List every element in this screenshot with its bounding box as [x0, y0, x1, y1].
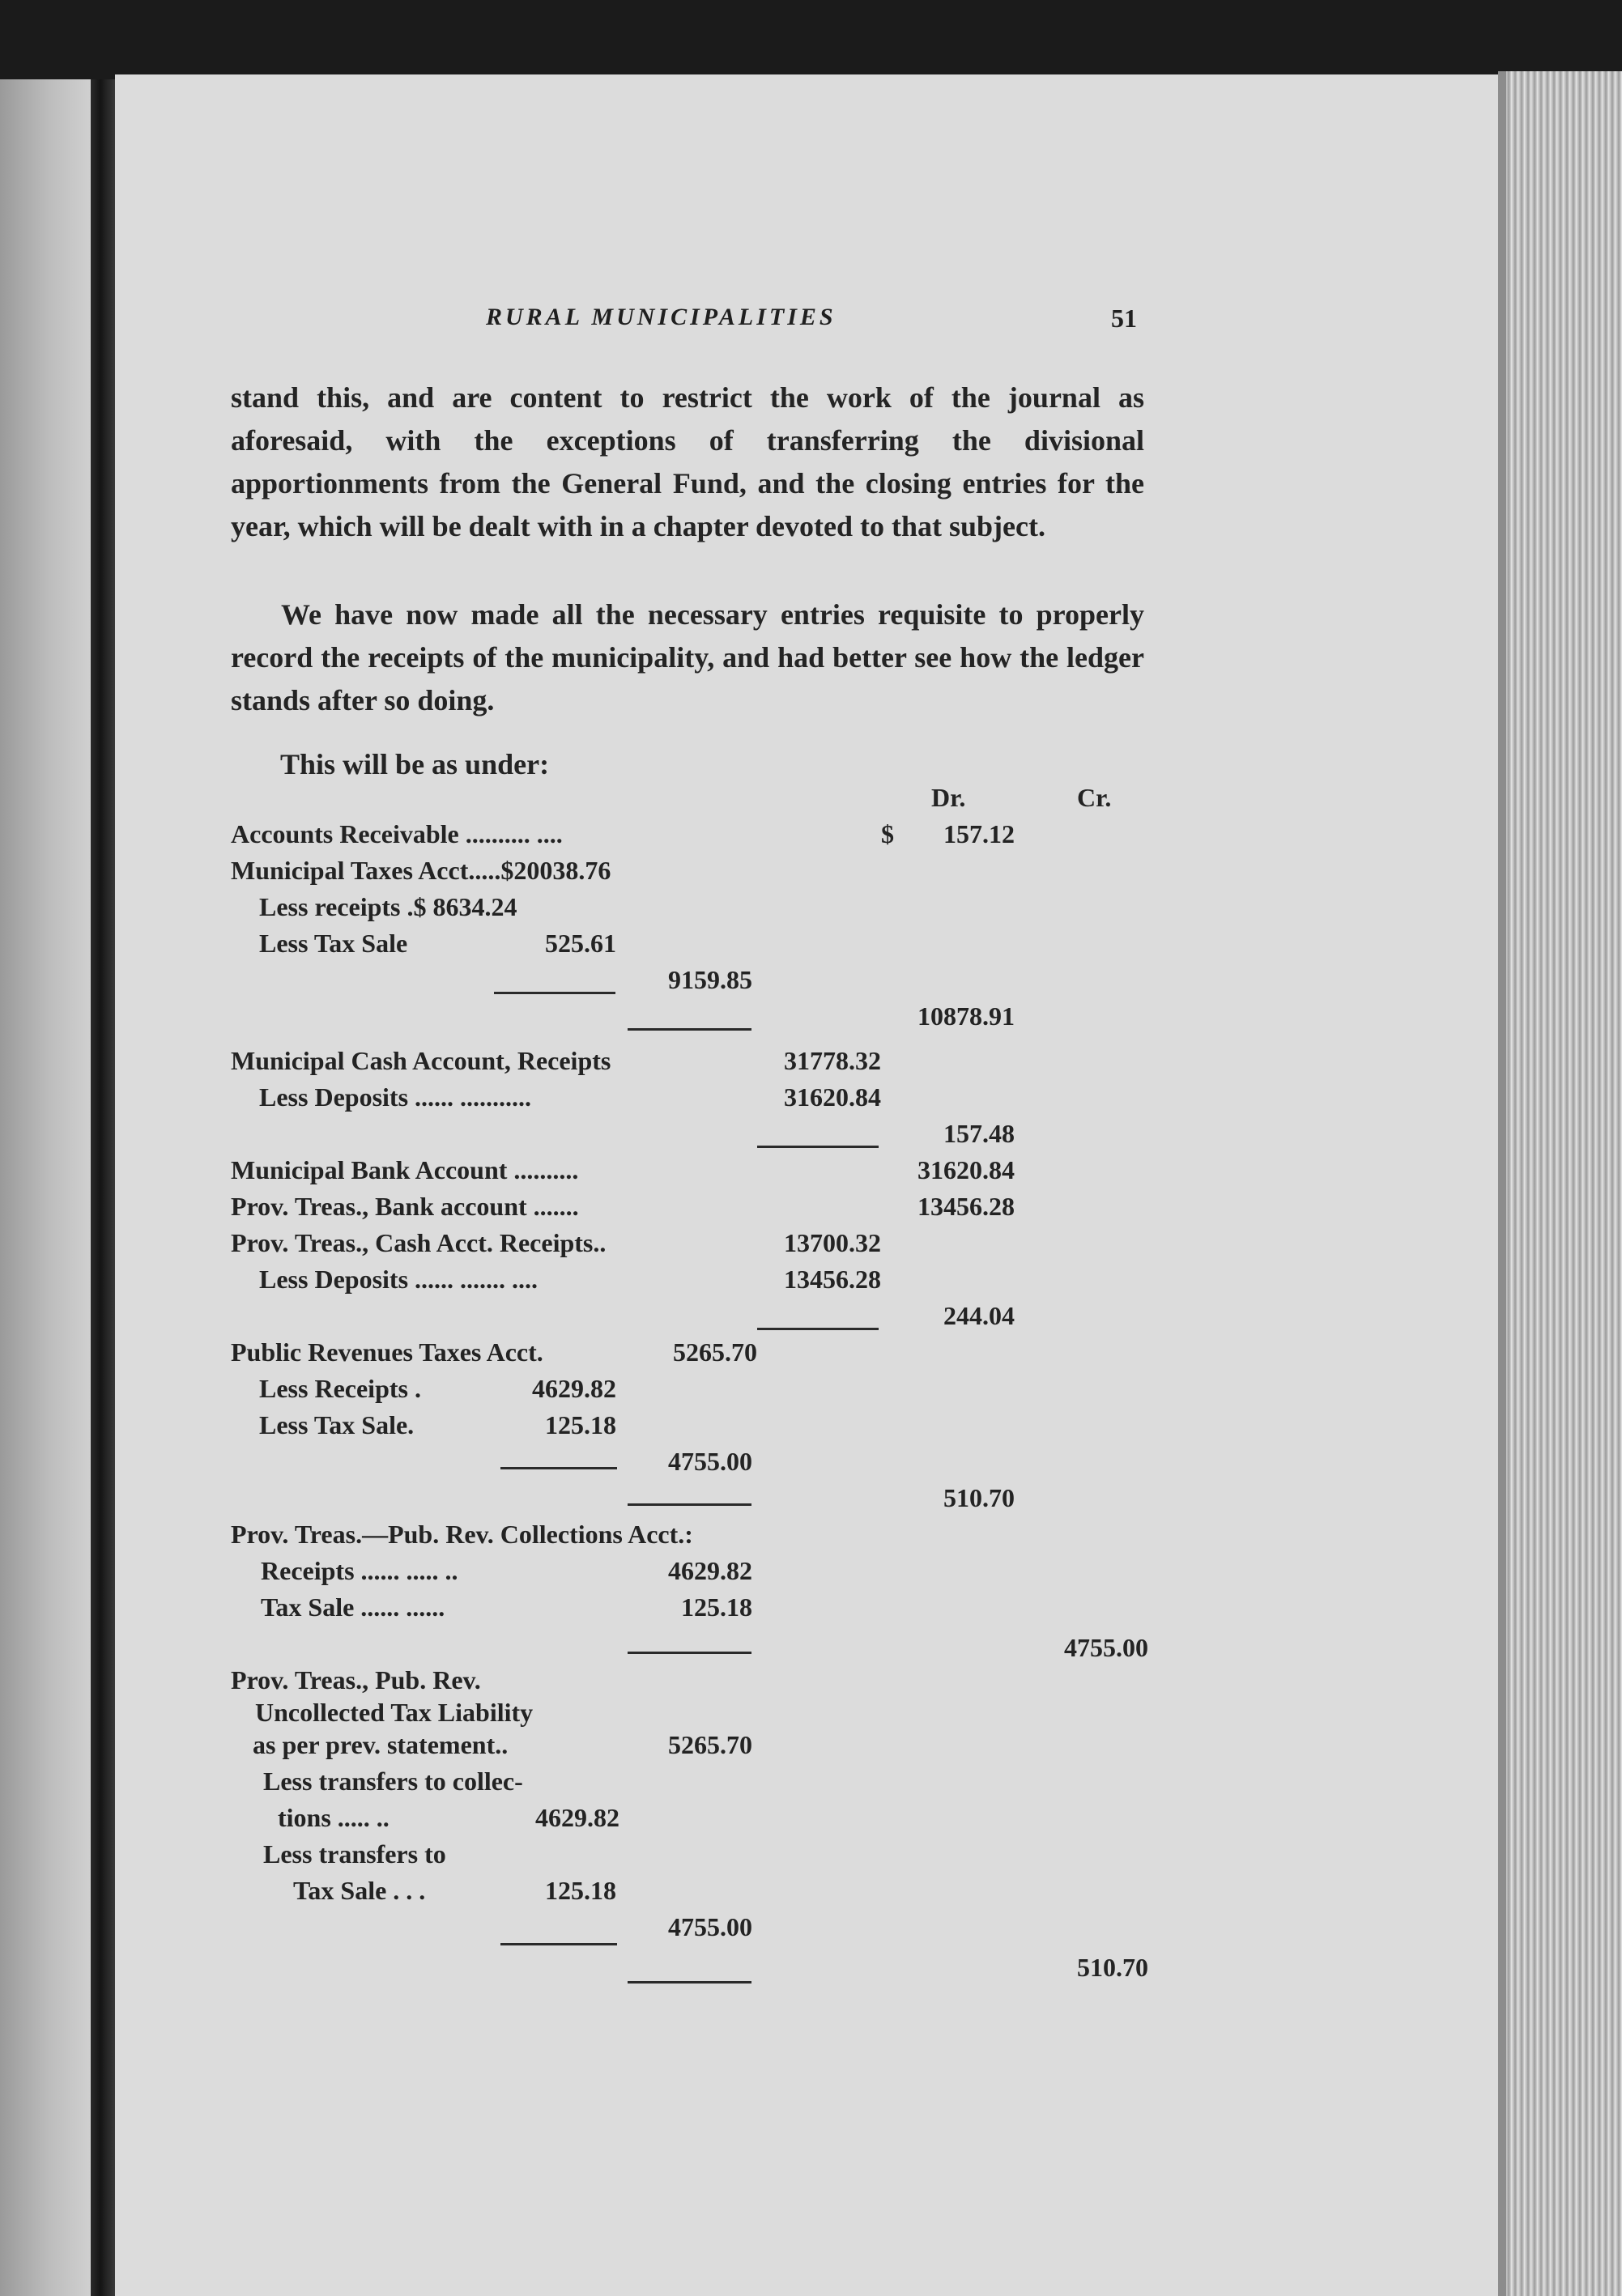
ledger-label: Municipal Bank Account .......... [231, 1155, 579, 1184]
scan-background [0, 0, 1622, 79]
ledger-amount: 4629.82 [668, 1556, 752, 1585]
ledger-label: Prov. Treas.—Pub. Rev. Collections Acct.: [231, 1520, 693, 1549]
ledger-amount: 31778.32 [784, 1046, 881, 1075]
ledger-amount: 10878.91 [917, 1001, 1015, 1031]
ledger-amount: 4755.00 [668, 1447, 752, 1476]
running-head: RURAL MUNICIPALITIES [486, 304, 837, 330]
ledger-amount: 5265.70 [668, 1730, 752, 1759]
ledger-label: Less Deposits ...... ....... .... [259, 1265, 539, 1294]
ledger-label: Less receipts .$ 8634.24 [259, 892, 517, 921]
page-edges [1498, 71, 1622, 2296]
ledger-amount: 5265.70 [673, 1337, 757, 1367]
ledger-label: Accounts Receivable .......... .... [231, 819, 563, 848]
ledger-amount: 4629.82 [535, 1803, 619, 1832]
ledger-label: Less Deposits ...... ........... [259, 1082, 532, 1112]
ledger-label: Prov. Treas., Bank account ....... [231, 1192, 579, 1221]
ledger-label: Receipts ...... ..... .. [261, 1556, 458, 1585]
ledger-amount: 4629.82 [532, 1374, 616, 1403]
ledger-amount: 13456.28 [917, 1192, 1015, 1221]
ledger-label: as per prev. statement.. [253, 1730, 509, 1759]
column-header: Dr. [931, 783, 966, 812]
ledger-amount: 13700.32 [784, 1228, 881, 1257]
paragraph-2: We have now made all the necessary entries requisite to properly record the receipts of the municipality, and had better see how the ledger stands after so doing. [231, 598, 1144, 716]
ledger-label: Less transfers to [263, 1839, 446, 1869]
ledger-amount: 125.18 [681, 1592, 752, 1622]
ledger-label: Less Tax Sale. [259, 1410, 415, 1439]
ledger-label: Uncollected Tax Liability [255, 1698, 534, 1727]
ledger-amount: 31620.84 [917, 1155, 1015, 1184]
ledger-amount: 125.18 [545, 1410, 616, 1439]
ledger-amount: 31620.84 [784, 1082, 881, 1112]
ledger-label: Tax Sale . . . [293, 1876, 426, 1905]
column-header: Cr. [1077, 783, 1112, 812]
ledger-amount: 157.12 [943, 819, 1015, 848]
page-number: 51 [1111, 304, 1137, 333]
ledger-amount: 525.61 [545, 929, 616, 958]
ledger-amount: 157.48 [943, 1119, 1015, 1148]
ledger-label: Municipal Taxes Acct.....$20038.76 [231, 856, 611, 885]
paragraph-1: stand this, and are content to restrict the work of the journal as aforesaid, with the exceptions of transferring the divisional apportionments from the General Fund, and the closing entries for the year, which will be dealt with in a chapter devoted to that subject. [231, 381, 1144, 542]
ledger-amount: 510.70 [1077, 1953, 1148, 1982]
ledger-amount: 4755.00 [1064, 1633, 1148, 1662]
ledger-label: tions ..... .. [278, 1803, 390, 1832]
ledger-label: Public Revenues Taxes Acct. [231, 1337, 543, 1367]
ledger-amount: 9159.85 [668, 965, 752, 994]
ledger-amount: 13456.28 [784, 1265, 881, 1294]
ledger-amount: 244.04 [943, 1301, 1015, 1330]
ledger-label: Less Receipts . [259, 1374, 421, 1403]
ledger-amount: 125.18 [545, 1876, 616, 1905]
ledger-label: Prov. Treas., Pub. Rev. [231, 1665, 481, 1694]
ledger-label: Prov. Treas., Cash Acct. Receipts.. [231, 1228, 607, 1257]
ledger-intro: This will be as under: [280, 748, 550, 780]
ledger-amount: $ [881, 819, 894, 848]
ledger-label: Municipal Cash Account, Receipts [231, 1046, 611, 1075]
ledger-label: Tax Sale ...... ...... [261, 1592, 445, 1622]
page-edge-shadow [1498, 71, 1506, 2296]
book-gutter [91, 79, 115, 2296]
facing-page-edge [0, 79, 91, 2296]
ledger-label: Less Tax Sale [259, 929, 408, 958]
ledger-label: Less transfers to collec- [263, 1767, 523, 1796]
ledger-amount: 4755.00 [668, 1912, 752, 1941]
ledger-amount: 510.70 [943, 1483, 1015, 1512]
